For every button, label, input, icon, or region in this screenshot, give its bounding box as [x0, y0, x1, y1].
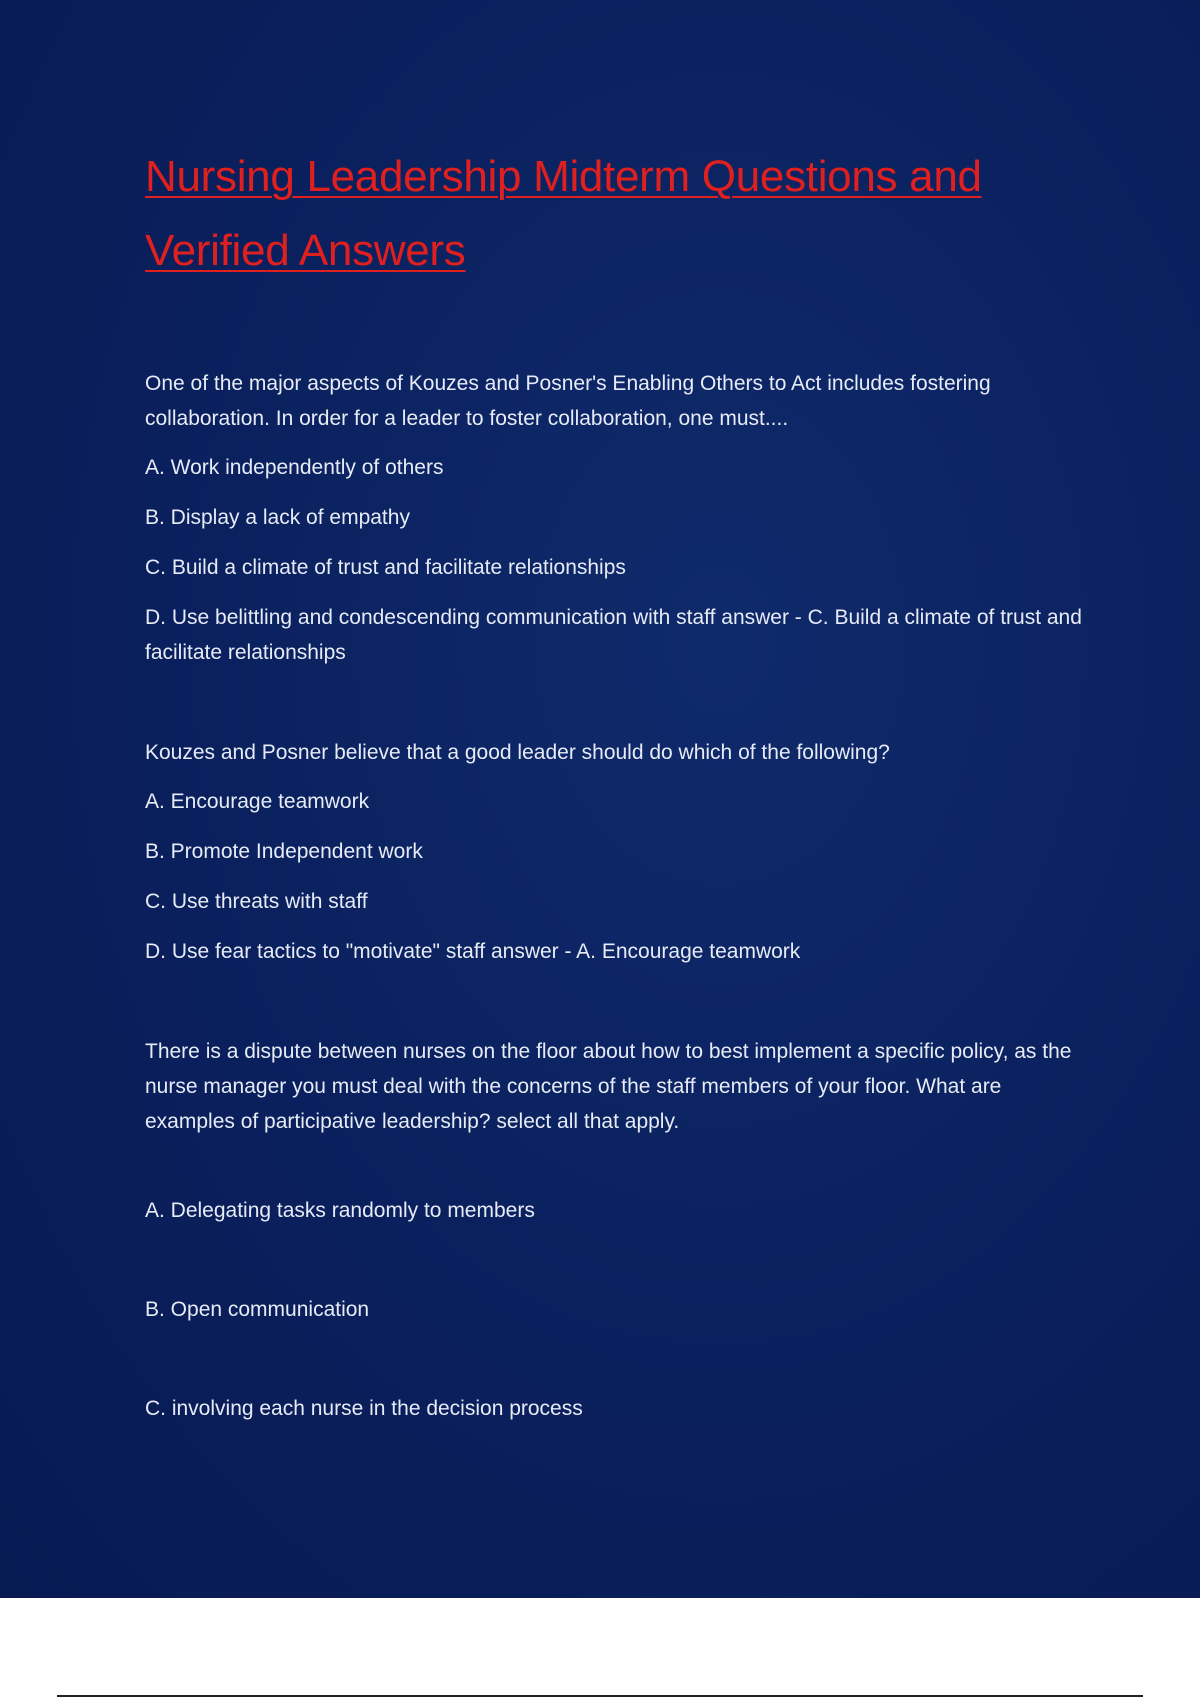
question-spacer — [145, 685, 1095, 735]
answer-option: A. Delegating tasks randomly to members — [145, 1199, 535, 1222]
question-spacer — [145, 984, 1095, 1034]
question-text: There is a dispute between nurses on the floor about how to best implement a specific policy, as the nurse manager you must deal with the concerns of the staff members of your floor. What are examples of participative leadership? select all that apply. — [145, 1040, 1072, 1133]
answer-option: C. involving each nurse in the decision process — [145, 1397, 583, 1420]
answer-option: C. Build a climate of trust and facilitate relationships — [145, 556, 626, 579]
document-content — [145, 140, 1095, 1490]
answer-option: B. Display a lack of empathy — [145, 506, 410, 529]
question-2 — [145, 735, 1095, 969]
answer-option: A. Encourage teamwork — [145, 790, 370, 813]
question-text: Kouzes and Posner believe that a good leader should do which of the following? — [145, 741, 890, 764]
question-1 — [145, 366, 1095, 670]
answer-option: D. Use belittling and condescending communication with staff answer - C. Build a climate of trust and facilitate relationships — [145, 606, 1082, 664]
answer-option: A. Work independently of others — [145, 456, 444, 479]
answer-option: B. Open communication — [145, 1298, 370, 1321]
question-text: One of the major aspects of Kouzes and Posner's Enabling Others to Act includes fostering collaboration. In order for a leader to foster collaboration, one must.... — [145, 372, 991, 430]
answer-option: C. Use threats with staff — [145, 890, 368, 913]
answer-option: D. Use fear tactics to "motivate" staff answer - A. Encourage teamwork — [145, 940, 801, 963]
document-title: Nursing Leadership Midterm Questions and Verified Answers — [145, 152, 982, 275]
footer-divider — [57, 1695, 1143, 1697]
question-3 — [145, 1034, 1095, 1426]
answer-option: B. Promote Independent work — [145, 840, 423, 863]
